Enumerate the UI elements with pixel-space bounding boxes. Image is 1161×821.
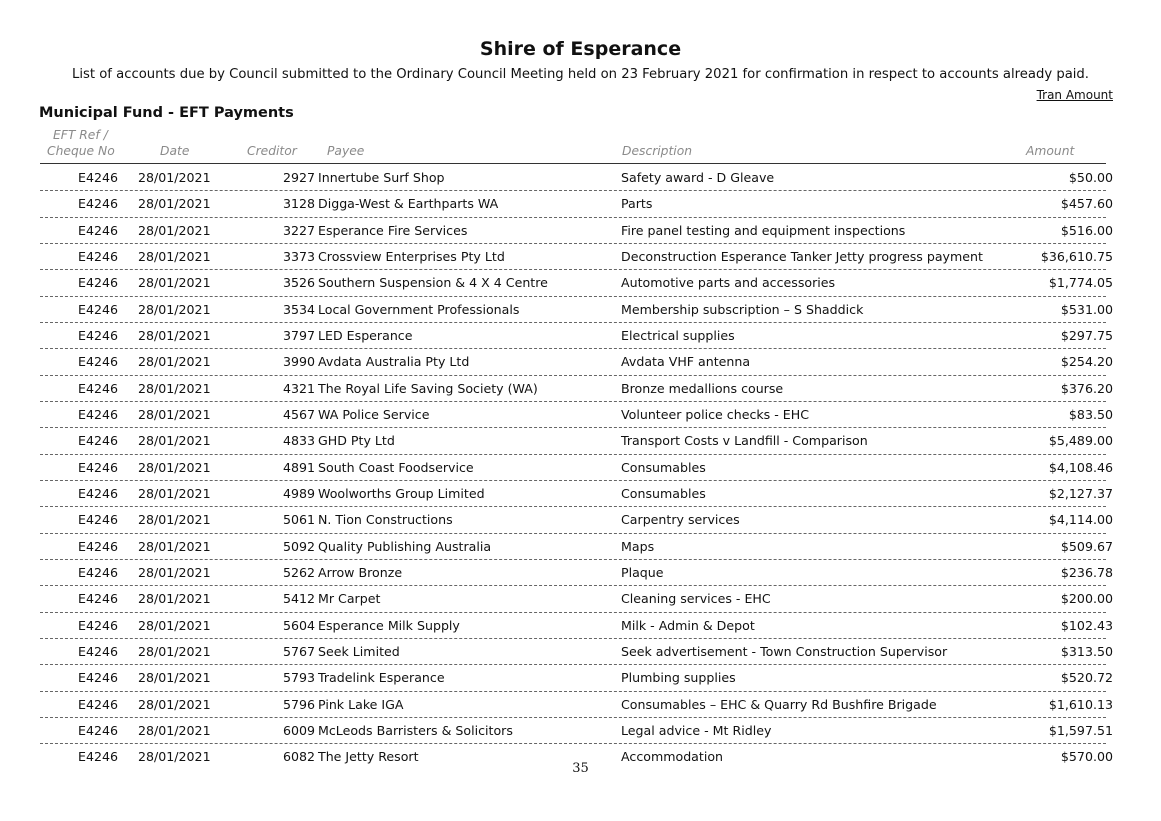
tran-amount-label: Tran Amount [1036, 88, 1113, 102]
cell-date: 28/01/2021 [138, 380, 211, 396]
cell-ref: E4246 [78, 170, 119, 185]
cell-description: Volunteer police checks - EHC [621, 406, 809, 422]
cell-payee: South Coast Foodservice [318, 459, 474, 475]
payments-table [0, 165, 1161, 770]
cell-date: 28/01/2021 [138, 670, 211, 686]
cell-ref: E4246 [78, 248, 119, 264]
cell-ref: E4246 [78, 380, 119, 396]
header-payee: Payee [327, 144, 365, 158]
cell-date: 28/01/2021 [138, 749, 211, 765]
cell-description: Legal advice - Mt Ridley [621, 722, 772, 738]
cell-description: Bronze medallions course [621, 380, 784, 396]
cell-ref: E4246 [78, 301, 119, 317]
cell-creditor: 4833 [282, 433, 315, 449]
cell-creditor: 6082 [282, 749, 315, 765]
cell-ref: E4246 [78, 275, 119, 291]
cell-amount: $457.60 [1060, 196, 1113, 212]
header-amount: Amount [1026, 144, 1075, 158]
cell-ref: E4246 [78, 617, 119, 633]
cell-creditor: 3128 [282, 196, 315, 212]
cell-payee: Crossview Enterprises Pty Ltd [318, 248, 505, 264]
cell-description: Maps [621, 538, 655, 554]
header-ref-line1: EFT Ref / [53, 128, 108, 142]
cell-amount: $570.00 [1060, 749, 1113, 765]
cell-payee: Southern Suspension & 4 X 4 Centre [318, 275, 548, 291]
table-row [40, 323, 1113, 349]
cell-date: 28/01/2021 [138, 512, 211, 528]
document-subtitle: List of accounts due by Council submitted to the Ordinary Council Meeting held on 23 February 2021 for confirmation in respect to accounts already paid. [71, 67, 1089, 82]
cell-payee: Arrow Bronze [318, 564, 403, 580]
table-row [40, 428, 1113, 454]
cell-ref: E4246 [78, 643, 119, 659]
table-row [40, 692, 1113, 718]
cell-description: Fire panel testing and equipment inspections [621, 222, 906, 238]
cell-description: Seek advertisement - Town Construction Supervisor [621, 643, 948, 659]
table-row [40, 270, 1113, 296]
cell-creditor: 3227 [282, 222, 315, 238]
table-row [40, 586, 1113, 612]
cell-ref: E4246 [78, 591, 119, 607]
cell-ref: E4246 [78, 196, 119, 212]
cell-ref: E4246 [78, 722, 119, 738]
cell-date: 28/01/2021 [138, 170, 211, 185]
cell-date: 28/01/2021 [138, 354, 211, 370]
cell-payee: Digga-West & Earthparts WA [318, 196, 499, 212]
cell-description: Deconstruction Esperance Tanker Jetty progress payment [621, 248, 983, 264]
cell-payee: Esperance Milk Supply [318, 617, 460, 633]
cell-date: 28/01/2021 [138, 485, 211, 501]
cell-ref: E4246 [78, 222, 119, 238]
document-title: Shire of Esperance [479, 38, 682, 60]
header-date: Date [160, 144, 190, 158]
cell-amount: $83.50 [1068, 406, 1113, 422]
cell-creditor: 5092 [282, 538, 315, 554]
table-row [40, 244, 1113, 270]
cell-ref: E4246 [78, 670, 119, 686]
cell-payee: Pink Lake IGA [318, 696, 404, 712]
cell-amount: $520.72 [1060, 670, 1113, 686]
cell-payee: Quality Publishing Australia [318, 538, 492, 554]
cell-creditor: 5767 [282, 643, 315, 659]
cell-description: Parts [621, 196, 653, 212]
cell-creditor: 3990 [282, 354, 315, 370]
header-description: Description [622, 144, 693, 158]
cell-ref: E4246 [78, 564, 119, 580]
cell-payee: N. Tion Constructions [318, 512, 453, 528]
table-row [40, 560, 1113, 586]
cell-payee: Woolworths Group Limited [318, 485, 485, 501]
cell-creditor: 3373 [282, 248, 315, 264]
cell-date: 28/01/2021 [138, 327, 211, 343]
cell-description: Plaque [621, 564, 664, 580]
table-row [40, 218, 1113, 244]
cell-amount: $1,774.05 [1048, 275, 1113, 291]
cell-amount: $516.00 [1060, 222, 1113, 238]
table-row [40, 665, 1113, 691]
cell-description: Transport Costs v Landfill - Comparison [621, 433, 868, 449]
cell-description: Avdata VHF antenna [621, 354, 751, 370]
cell-payee: GHD Pty Ltd [318, 433, 395, 449]
cell-date: 28/01/2021 [138, 459, 211, 475]
cell-amount: $1,597.51 [1048, 722, 1113, 738]
cell-amount: $102.43 [1060, 617, 1113, 633]
cell-date: 28/01/2021 [138, 196, 211, 212]
cell-date: 28/01/2021 [138, 248, 211, 264]
table-row [40, 297, 1113, 323]
cell-date: 28/01/2021 [138, 275, 211, 291]
cell-description: Carpentry services [621, 512, 740, 528]
table-row [40, 455, 1113, 481]
cell-date: 28/01/2021 [138, 406, 211, 422]
cell-payee: The Jetty Resort [318, 749, 419, 765]
cell-creditor: 3797 [282, 327, 315, 343]
cell-date: 28/01/2021 [138, 433, 211, 449]
table-row [40, 165, 1113, 191]
cell-date: 28/01/2021 [138, 617, 211, 633]
table-row [40, 376, 1113, 402]
cell-payee: McLeods Barristers & Solicitors [318, 722, 513, 738]
cell-amount: $236.78 [1060, 564, 1113, 580]
cell-ref: E4246 [78, 354, 119, 370]
cell-description: Accommodation [621, 749, 724, 765]
cell-description: Consumables [621, 485, 706, 501]
cell-payee: Local Government Professionals [318, 301, 520, 317]
cell-creditor: 4989 [282, 485, 315, 501]
cell-description: Consumables [621, 459, 706, 475]
cell-payee: Innertube Surf Shop [318, 170, 445, 185]
cell-date: 28/01/2021 [138, 564, 211, 580]
cell-payee: The Royal Life Saving Society (WA) [318, 380, 538, 396]
cell-creditor: 6009 [282, 722, 315, 738]
cell-amount: $2,127.37 [1048, 485, 1113, 501]
header-creditor: Creditor [247, 144, 297, 158]
cell-description: Membership subscription – S Shaddick [621, 301, 864, 317]
page-number: 35 [572, 761, 589, 776]
cell-creditor: 2927 [282, 170, 315, 185]
cell-creditor: 5262 [282, 564, 315, 580]
cell-description: Consumables – EHC & Quarry Rd Bushfire Brigade [621, 696, 937, 712]
cell-payee: WA Police Service [318, 406, 430, 422]
cell-date: 28/01/2021 [138, 696, 211, 712]
table-row [40, 507, 1113, 533]
cell-ref: E4246 [78, 327, 119, 343]
cell-creditor: 4567 [282, 406, 315, 422]
cell-creditor: 5793 [282, 670, 315, 686]
table-row [40, 191, 1113, 217]
cell-amount: $36,610.75 [1040, 248, 1113, 264]
cell-amount: $297.75 [1060, 327, 1113, 343]
cell-description: Cleaning services - EHC [621, 591, 771, 607]
cell-creditor: 3526 [282, 275, 315, 291]
cell-ref: E4246 [78, 459, 119, 475]
cell-date: 28/01/2021 [138, 222, 211, 238]
cell-amount: $254.20 [1060, 354, 1113, 370]
cell-payee: Tradelink Esperance [318, 670, 445, 686]
cell-amount: $4,108.46 [1048, 459, 1113, 475]
cell-amount: $313.50 [1060, 643, 1113, 659]
cell-amount: $509.67 [1060, 538, 1113, 554]
header-ref-line2: Cheque No [47, 144, 115, 158]
cell-payee: Esperance Fire Services [318, 222, 468, 238]
table-row [40, 639, 1113, 665]
cell-creditor: 5412 [282, 591, 315, 607]
cell-creditor: 5061 [282, 512, 315, 528]
cell-date: 28/01/2021 [138, 301, 211, 317]
cell-creditor: 5796 [282, 696, 315, 712]
cell-payee: Avdata Australia Pty Ltd [318, 354, 470, 370]
table-row [40, 402, 1113, 428]
cell-amount: $50.00 [1068, 170, 1113, 185]
cell-date: 28/01/2021 [138, 591, 211, 607]
cell-ref: E4246 [78, 512, 119, 528]
cell-description: Automotive parts and accessories [621, 275, 836, 291]
cell-amount: $531.00 [1060, 301, 1113, 317]
cell-ref: E4246 [78, 749, 119, 765]
section-title: Municipal Fund - EFT Payments [39, 105, 294, 121]
cell-amount: $376.20 [1060, 380, 1113, 396]
cell-creditor: 4891 [282, 459, 315, 475]
cell-creditor: 5604 [282, 617, 315, 633]
cell-date: 28/01/2021 [138, 538, 211, 554]
cell-creditor: 4321 [282, 380, 315, 396]
cell-description: Plumbing supplies [621, 670, 736, 686]
cell-ref: E4246 [78, 485, 119, 501]
header-rule [40, 163, 1106, 164]
cell-amount: $4,114.00 [1048, 512, 1113, 528]
cell-ref: E4246 [78, 696, 119, 712]
cell-date: 28/01/2021 [138, 643, 211, 659]
cell-ref: E4246 [78, 406, 119, 422]
cell-ref: E4246 [78, 538, 119, 554]
table-row [40, 534, 1113, 560]
cell-description: Safety award - D Gleave [621, 170, 775, 185]
cell-description: Milk - Admin & Depot [621, 617, 755, 633]
table-row [40, 481, 1113, 507]
table-row [40, 349, 1113, 375]
cell-amount: $200.00 [1060, 591, 1113, 607]
table-row [40, 613, 1113, 639]
cell-payee: Mr Carpet [318, 591, 381, 607]
cell-amount: $5,489.00 [1048, 433, 1113, 449]
cell-creditor: 3534 [282, 301, 315, 317]
cell-description: Electrical supplies [621, 327, 735, 343]
table-row [40, 718, 1113, 744]
cell-amount: $1,610.13 [1048, 696, 1113, 712]
cell-payee: Seek Limited [318, 643, 400, 659]
cell-payee: LED Esperance [318, 327, 413, 343]
cell-date: 28/01/2021 [138, 722, 211, 738]
cell-ref: E4246 [78, 433, 119, 449]
